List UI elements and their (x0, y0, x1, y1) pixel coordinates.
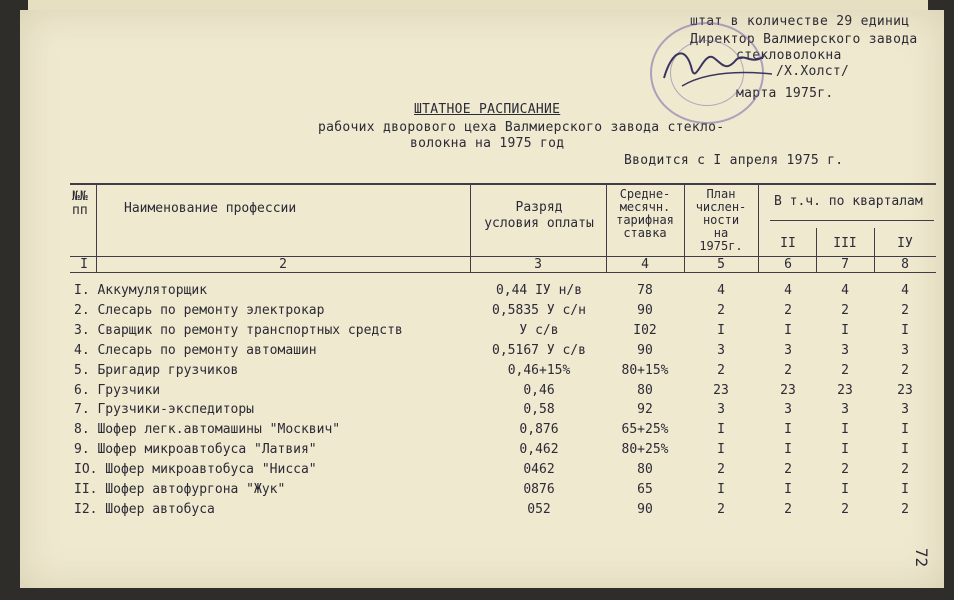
cell-name: 7. Грузчики-экспедиторы (74, 402, 255, 418)
header-q4: IУ (897, 236, 913, 251)
cell-q3: 2 (841, 501, 849, 517)
cell-rate: 92 (637, 402, 653, 418)
cell-plan: I (717, 442, 725, 458)
header-quarters: В т.ч. по кварталам (774, 194, 923, 209)
cell-q3: 2 (841, 462, 849, 478)
cell-q3: 23 (837, 382, 853, 398)
colnum-8: 8 (901, 257, 909, 272)
cell-rank: 0,58 (523, 402, 555, 418)
cell-plan: 2 (717, 462, 725, 478)
cell-q3: I (841, 422, 849, 438)
cell-q3: 4 (841, 283, 849, 298)
cell-q2: I (784, 482, 792, 497)
cell-q4: I (901, 442, 909, 458)
cell-name: 6. Грузчики (74, 382, 161, 398)
cell-rate: 65+25% (621, 422, 669, 438)
cell-q3: 2 (841, 302, 849, 318)
document-title: ШТАТНОЕ РАСПИСАНИЕ (414, 102, 561, 117)
cell-q4: 4 (901, 283, 909, 298)
cell-rank: 0,46 (523, 382, 555, 398)
cell-rank: 0,5835 У с/н (492, 302, 586, 318)
cell-q3: 3 (841, 342, 849, 358)
signature-scribble (652, 30, 782, 100)
cell-name: 3. Сварщик по ремонту транспортных средств (74, 322, 403, 338)
cell-plan: 3 (717, 342, 725, 358)
cell-plan: 23 (713, 382, 729, 398)
cell-q4: 2 (901, 302, 909, 318)
cell-q2: 3 (784, 342, 792, 358)
cell-rank: 0462 (523, 462, 555, 478)
cell-q2: 4 (784, 283, 792, 298)
colnum-4: 4 (641, 257, 649, 272)
cell-rank: У с/в (519, 322, 559, 338)
cell-name: 9. Шофер микроавтобуса "Латвия" (74, 442, 317, 458)
cell-rank: 0,876 (519, 422, 559, 438)
cell-q2: I (784, 422, 792, 438)
cell-q4: 2 (901, 362, 909, 378)
cell-rate: 90 (637, 302, 653, 318)
cell-plan: 2 (717, 501, 725, 517)
cell-q2: 2 (784, 462, 792, 478)
header-q2: II (780, 236, 796, 251)
cell-name: IO. Шофер микроавтобуса "Нисса" (74, 462, 317, 478)
cell-name: 4. Слесарь по ремонту автомашин (74, 342, 317, 358)
cell-q2: 2 (784, 501, 792, 517)
cell-q2: 3 (784, 402, 792, 418)
cell-rate: 65 (637, 482, 653, 497)
header-plan: План числен- ности на 1975г. (695, 187, 747, 253)
cell-q4: 3 (901, 402, 909, 418)
cell-q4: I (901, 482, 909, 497)
quarters-rule (770, 220, 934, 221)
colnum-7: 7 (841, 257, 849, 272)
table-top-rule (70, 183, 936, 185)
cell-rank: 0876 (523, 482, 555, 497)
cell-q2: 2 (784, 302, 792, 318)
header-q3: III (833, 236, 857, 251)
cell-name: 8. Шофер легк.автомашины "Москвич" (74, 422, 341, 438)
cell-q3: I (841, 482, 849, 497)
cell-name: I. Аккумуляторщик (74, 283, 208, 298)
cell-name: 2. Слесарь по ремонту электрокар (74, 302, 325, 318)
cell-plan: I (717, 482, 725, 497)
approval-line-2: Директор Валмиерского завода (690, 32, 918, 47)
cell-rate: 80+25% (621, 442, 669, 458)
cell-name: II. Шофер автофургона "Жук" (74, 482, 286, 497)
cell-rate: 78 (637, 283, 653, 298)
cell-q2: I (784, 442, 792, 458)
colnum-1: I (80, 257, 88, 272)
page-number: 72 (912, 547, 932, 568)
cell-q2: 23 (780, 382, 796, 398)
effective-date: Вводится с I апреля 1975 г. (624, 153, 844, 168)
cell-rate: 80 (637, 462, 653, 478)
header-num: №№ пп (72, 189, 88, 218)
cell-name: I2. Шофер автобуса (74, 501, 215, 517)
cell-name: 5. Бригадир грузчиков (74, 362, 239, 378)
document-subtitle-2: волокна на 1975 год (410, 136, 565, 151)
header-rate: Средне- месячн. тарифная ставка (616, 187, 674, 240)
header-name: Наименование профессии (124, 201, 297, 216)
approval-signer: /Х.Холст/ (776, 64, 850, 79)
cell-rate: 80 (637, 382, 653, 398)
cell-q4: I (901, 322, 909, 338)
cell-rank: 0,462 (519, 442, 559, 458)
cell-q4: 2 (901, 501, 909, 517)
cell-q3: I (841, 322, 849, 338)
cell-rank: 0,44 IУ н/в (495, 283, 583, 298)
cell-plan: 2 (717, 362, 725, 378)
table-colnum-rule (70, 272, 936, 273)
cell-q4: I (901, 422, 909, 438)
cell-q4: 2 (901, 462, 909, 478)
colnum-6: 6 (784, 257, 792, 272)
colnum-2: 2 (279, 257, 287, 272)
cell-plan: 4 (717, 283, 725, 298)
colnum-3: 3 (534, 257, 542, 272)
approval-line-1: штат в количестве 29 единиц (690, 14, 910, 29)
cell-rate: 90 (637, 501, 653, 517)
cell-plan: I (717, 322, 725, 338)
cell-q2: 2 (784, 362, 792, 378)
cell-q4: 3 (901, 342, 909, 358)
cell-plan: 2 (717, 302, 725, 318)
cell-rate: I02 (633, 322, 657, 338)
cell-q4: 23 (897, 382, 913, 398)
cell-q3: I (841, 442, 849, 458)
cell-rank: 052 (527, 501, 551, 517)
cell-q3: 3 (841, 402, 849, 418)
cell-plan: I (717, 422, 725, 438)
cell-q3: 2 (841, 362, 849, 378)
cell-rate: 90 (637, 342, 653, 358)
approval-date: марта 1975г. (736, 86, 834, 101)
colnum-5: 5 (717, 257, 725, 272)
cell-rank: 0,46+15% (507, 362, 571, 378)
cell-rate: 80+15% (621, 362, 669, 378)
approval-line-3: стекловолокна (736, 48, 842, 63)
cell-q2: I (784, 322, 792, 338)
cell-rank: 0,5167 У с/в (492, 342, 586, 358)
header-rank: Разряд условия оплаты (484, 200, 594, 231)
cell-plan: 3 (717, 402, 725, 418)
col-divider-5 (758, 184, 759, 272)
document-subtitle-1: рабочих дворового цеха Валмиерского завода стекло- (318, 120, 725, 135)
